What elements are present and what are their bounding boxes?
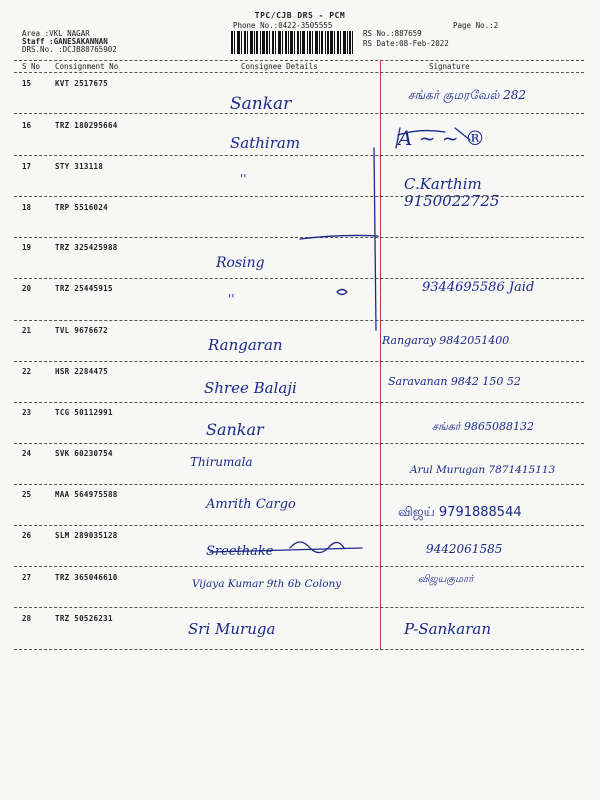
consignee-handwriting: '': [228, 292, 235, 306]
row-rule: [14, 525, 584, 526]
row-consignment: TVL 9676672: [55, 326, 108, 335]
column-header-rule: [14, 72, 584, 73]
row-consignment: SLM 289035128: [55, 531, 118, 540]
signature-handwriting: Rangaray 9842051400: [382, 334, 510, 347]
row-rule: [14, 607, 584, 608]
row-serial: 21: [22, 326, 32, 335]
signature-handwriting: 9442061585: [426, 542, 503, 556]
row-serial: 28: [22, 614, 32, 623]
signature-handwriting: Saravanan 9842 150 52: [388, 375, 521, 388]
consignee-handwriting: Sankar: [230, 94, 292, 114]
consignee-handwriting: Thirumala: [190, 455, 253, 469]
header-rule: [14, 60, 584, 61]
row-consignment: TRP 5516024: [55, 203, 108, 212]
signature-handwriting: C.Karthim 9150022725: [404, 175, 500, 210]
consignee-handwriting: Rosing: [216, 255, 265, 271]
column-header-signature: Signature: [429, 62, 470, 71]
row-serial: 23: [22, 408, 32, 417]
row-serial: 22: [22, 367, 32, 376]
consignee-handwriting: Rangaran: [208, 336, 283, 354]
drs-number: DRS.No. :DCJB88765902: [22, 45, 117, 54]
signature-handwriting: விஜய் 9791888544: [398, 505, 522, 520]
row-serial: 26: [22, 531, 32, 540]
column-divider: [380, 60, 381, 650]
row-serial: 24: [22, 449, 32, 458]
row-consignment: TCG 50112991: [55, 408, 113, 417]
page-number: Page No.:2: [453, 21, 499, 30]
row-consignment: TRZ 25445915: [55, 284, 113, 293]
signature-handwriting: விஜயகுமார்: [418, 574, 474, 585]
staff-field: Staff :GANESAKANNAN: [22, 37, 108, 46]
rs-number: RS No.:887659: [363, 29, 422, 38]
consignee-handwriting: Sreethake: [206, 544, 274, 559]
row-consignment: KVT 2517675: [55, 79, 108, 88]
consignee-handwriting: Vijaya Kumar 9th 6b Colony: [192, 578, 342, 590]
row-rule: [14, 361, 584, 362]
row-serial: 16: [22, 121, 32, 130]
row-rule: [14, 566, 584, 567]
row-consignment: STY 313118: [55, 162, 104, 171]
signature-handwriting: 9344695586 Jaid: [422, 280, 535, 295]
row-serial: 15: [22, 79, 32, 88]
row-rule: [14, 237, 584, 238]
signature-handwriting: சங்கர் குமரவேல் 282: [408, 88, 527, 102]
signature-handwriting: Arul Murugan 7871415113: [410, 464, 556, 476]
consignee-handwriting: Sri Muruga: [188, 620, 276, 638]
row-serial: 25: [22, 490, 32, 499]
consignee-handwriting: '': [240, 172, 247, 186]
row-serial: 17: [22, 162, 32, 171]
phone-number: Phone No.:0422-3505555: [233, 21, 333, 30]
area-field: Area :VKL NAGAR: [22, 29, 90, 38]
row-rule: [14, 443, 584, 444]
row-serial: 20: [22, 284, 32, 293]
document-title: TPC/CJB DRS - PCM: [254, 11, 346, 20]
consignee-handwriting: Sankar: [206, 420, 264, 439]
barcode-image: [231, 31, 353, 54]
row-consignment: MAA 564975588: [55, 490, 118, 499]
row-rule: [14, 649, 584, 650]
row-serial: 27: [22, 573, 32, 582]
rs-date: RS Date:08-Feb-2022: [363, 39, 449, 48]
row-rule: [14, 155, 584, 156]
row-rule: [14, 278, 584, 279]
row-serial: 18: [22, 203, 32, 212]
row-rule: [14, 320, 584, 321]
row-consignment: TRZ 325425988: [55, 243, 118, 252]
row-rule: [14, 196, 584, 197]
signature-handwriting: P-Sankaran: [404, 620, 492, 638]
row-consignment: HSR 2284475: [55, 367, 108, 376]
signature-handwriting: A ~ ~ ®: [398, 126, 486, 150]
row-rule: [14, 113, 584, 114]
row-rule: [14, 484, 584, 485]
column-header-sno: S No: [22, 62, 41, 71]
row-consignment: TRZ 365046610: [55, 573, 118, 582]
row-rule: [14, 402, 584, 403]
row-serial: 19: [22, 243, 32, 252]
consignee-handwriting: Sathiram: [230, 134, 301, 152]
column-header-consignee: Consignee Details: [241, 62, 318, 71]
consignee-handwriting: Shree Balaji: [204, 379, 297, 397]
row-consignment: SVK 60230754: [55, 449, 113, 458]
consignee-handwriting: Amrith Cargo: [206, 497, 296, 512]
row-consignment: TRZ 50526231: [55, 614, 113, 623]
column-header-consignment: Consignment No: [55, 62, 119, 71]
signature-handwriting: சங்கர் 9865088132: [432, 420, 534, 433]
row-consignment: TRZ 180295664: [55, 121, 118, 130]
